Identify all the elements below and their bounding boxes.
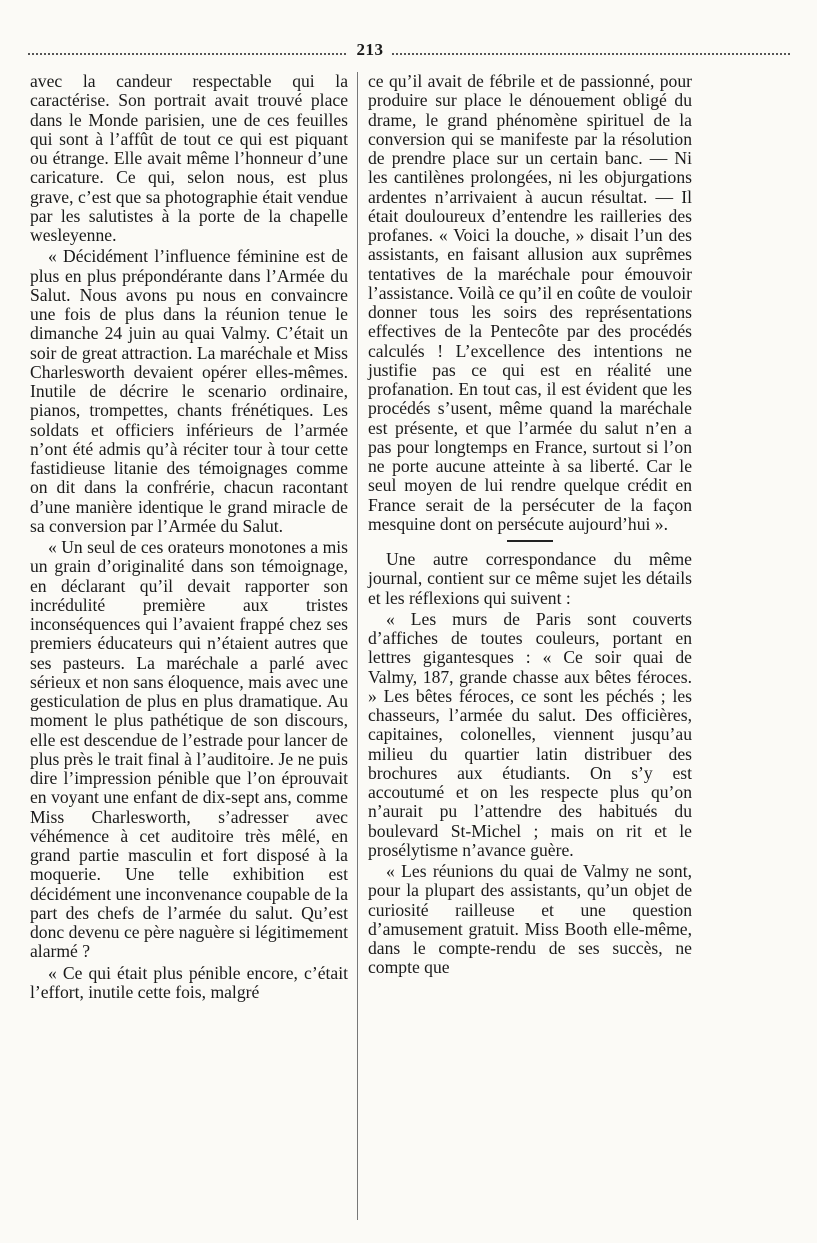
paragraph: « Décidément l’influence féminine est de plus en plus prépondérante dans l’Armée du Salut. Nous avons pu nous en convaincre une fois de plus dans la réunion tenue le dimanche 24 juin au quai Valmy. C’était un soir de great attraction. La maréchale et Miss Charlesworth devaient opérer elles-mêmes. Inutile de décrire le scenario ordinaire, pianos, trompettes, chants frénétiques. Les soldats et officiers inférieurs de l’armée n’ont été admis qu’à réciter tour à tour cette fastidieuse litanie des témoignages comme on dit dans la confrérie, chacun racontant d’une manière identique le grand miracle de sa conversion par l’Armée du Salut.: [30, 246, 348, 536]
paragraph: « Les réunions du quai de Valmy ne sont, pour la plupart des assistants, qu’un objet de curiosité railleuse et une question d’amusement gratuit. Miss Booth elle-même, dans le compte-rendu de ses succès, ne compte que: [368, 861, 692, 978]
paragraph: « Les murs de Paris sont couverts d’affiches de toutes couleurs, portant en lettres gigantesques : « Ce soir quai de Valmy, 187, grande chasse aux bêtes féroces. » Les bêtes féroces, ce sont les péchés ; les chasseurs, l’armée du salut. Des officières, capitaines, colonelles, viennent jusqu’au milieu du quartier latin distribuer des brochures aux étudiants. On s’y est accoutumé et on les respecte plus qu’on n’aurait pu l’attendre des habitués du boulevard St-Michel ; mais on rit et le prosélytisme n’avance guère.: [368, 608, 692, 860]
paragraph: ce qu’il avait de fébrile et de passionné, pour produire sur place le dénouement obligé du drame, le grand phénomène spirituel de la conversion qui se manifeste par la résolution de prendre place sur un certain banc. — Ni les cantilènes prolongées, ni les objurgations ardentes n’arrivaient à aucun résultat. — Il était douloureux d’entendre les railleries des profanes. « Voici la douche, » disait l’un des assistants, en faisant allusion aux suprêmes tentatives de la maréchale pour émouvoir l’assistance. Voilà ce qu’il en coûte de vouloir donner tous les soirs des représentations effectives de la Pentecôte par des procédés calculés ! L’excellence des intentions ne justifie pas ce qui est en réalité une profanation. En tout cas, il est évident que les procédés s’usent, même quand la maréchale est présente, et que l’armée du salut n’en a pas pour longtemps en France, surtout si l’on ne porte aucune atteinte à sa liberté. Car le seul moyen de lui rendre quelque crédit en France serait de la persécuter de la façon mesquine dont on persécute aujourd’hui ».: [368, 71, 692, 534]
section-separator: [507, 540, 553, 542]
column-divider: [357, 72, 358, 1220]
paragraph: « Ce qui était plus pénible encore, c’était l’effort, inutile cette fois, malgré: [30, 962, 348, 1002]
left-column: [30, 72, 348, 1002]
paragraph: Une autre correspondance du même journal, contient sur ce même sujet les détails et les réflexions qui suivent :: [368, 549, 692, 608]
header-rule-right: [392, 53, 790, 55]
page-number: 213: [356, 40, 384, 59]
right-column: [368, 72, 692, 978]
paragraph: avec la candeur respectable qui la caractérise. Son portrait avait trouvé place dans le Monde parisien, une de ces feuilles qui sont à l’affût de tout ce qui est piquant ou étrange. Elle avait même l’honneur d’une caricature. Ce qui, selon nous, est plus grave, c’est que sa photographie était vendue par les salutistes à la porte de la chapelle wesleyenne.: [30, 71, 348, 245]
paragraph: « Un seul de ces orateurs monotones a mis un grain d’originalité dans son témoignage, en déclarant qu’il devait rapporter son incrédulité première aux tristes inconséquences qui l’avaient frappé chez ses premiers éducateurs qui n’étaient autres que ses pasteurs. La maréchale a parlé avec sérieux et non sans éloquence, mais avec une gesticulation de plus en plus dramatique. Au moment le plus pathétique de son discours, elle est descendue de l’estrade pour lancer de plus près le trait final à l’auditoire. Je ne puis dire l’impression pénible que l’on éprouvait en voyant une enfant de dix-sept ans, comme Miss Charlesworth, s’adresser avec véhémence à cet auditoire très mêlé, en grand partie masculin et fort disposé à la moquerie. Une telle exhibition est décidément une inconvenance coupable de la part des chefs de l’armée du salut. Qu’est donc devenu ce père naguère si légitimement alarmé ?: [30, 537, 349, 962]
page-header: [28, 40, 790, 62]
header-rule-left: [28, 53, 346, 55]
